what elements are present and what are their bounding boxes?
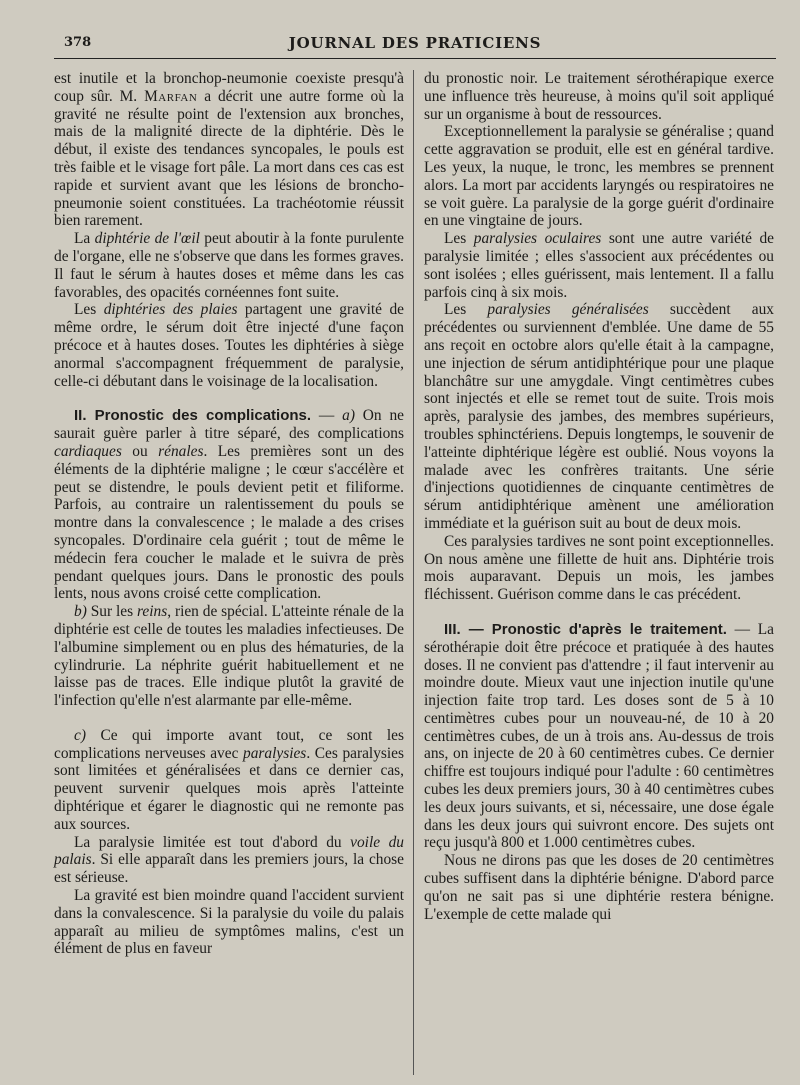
paragraph-generalized: Les paralysies généralisées succèdent aux précédentes ou surviennent d'emblée. Une dame de 55 ans reçoit en octobre alors qu'elle était à la campagne, une injection de sérum antidiphtérique pour une plaque blanchâtre sur une amygdale. Vingt centimètres cubes sont injectés et elle se remet tout de suite. Trois mois après, paralysie des jambes, des membres supérieurs, troubles sphinctériens. Depuis longtemps, le souvenir de l'atteinte diphtérique légère est oublié. Nous voyons la malade avec les confrères traitants. Une série d'injections quotidiennes de cinquante centimètres de sérum antidiphtérique amènent une amélioration immédiate et la guérison suit au bout de deux mois. (424, 301, 774, 532)
paragraph-palate: La paralysie limitée est tout d'abord du voile du palais. Si elle apparaît dans les premiers jours, la chose est sérieuse. (54, 833, 404, 887)
paragraph-convalescence: La gravité est bien moindre quand l'accident survient dans la convalescence. Si la paralysie du voile du palais apparaît au milieu de symptômes malins, c'est un élément de plus en faveur (54, 887, 404, 958)
page-header (54, 30, 776, 59)
section-treatment: III. — Pronostic d'après le traitement. — La sérothérapie doit être précoce et pratiquée à des hautes doses. Il ne convient pas d'attendre ; il faut intervenir au moindre doute. Mieux vaut une injection inutile qu'une injection faite trop tard. Les doses sont de 5 à 10 centimètres cubes pour un nouveau-né, de 10 à 20 centimètres cubes, de un à trois ans. Au-dessus de trois ans, on injecte de 20 à 60 centimètres cubes. Ce dernier chiffre est toujours indiqué pour l'adulte : 60 centimètres cubes les deux premiers jours, 30 à 40 centimètres cubes les deux jours suivants, et si, nécessaire, une dose égale dans les deux jours qui suivront encore. Des sujets ont reçu jusqu'à 800 et 1.000 centimètres cubes. (424, 620, 774, 852)
right-column (424, 70, 774, 923)
paragraph-ocular: Les paralysies oculaires sont une autre variété de paralysie limitée ; elles s'associent aux précédentes ou sont isolées ; elles guérissent, mais lentement. Il a fallu parfois cinq à six mois. (424, 230, 774, 301)
paragraph-generalisation: Exceptionnellement la paralysie se généralise ; quand cette aggravation se produit, elle est en général tardive. Les yeux, la nuque, le tronc, les membres se prennent alors. La mort par accidents laryngés ou respiratoires ne se voit guère. La paralysie de la gorge guérit d'ordinaire en une vingtaine de jours. (424, 123, 774, 230)
journal-title: JOURNAL DES PRATICIENS (288, 34, 542, 52)
author-name: Marfan (144, 87, 198, 105)
section-heading: III. — Pronostic d'après le traitement. (444, 620, 727, 638)
paragraph-marfan: est inutile et la bronchop-neumonie coexiste presqu'à coup sûr. M. Marfan a décrit une autre forme où la gravité ne résulte point de l'extension aux bronches, mais de la malignité directe de la diphtérie. Dès le début, il existe des tendances syncopales, le pouls est très faible et le visage fort pâle. La mort dans ces cas est rapide et survient avant que les lésions de broncho-pneumonie soient constituées. La trachéotomie réussit bien rarement. (54, 70, 404, 230)
paragraph-doses: Nous ne dirons pas que les doses de 20 centimètres cubes suffisent dans la diphtérie bénigne. D'abord parce qu'on ne sait pas si une diphtérie restera bénigne. L'exemple de cette malade qui (424, 852, 774, 923)
paragraph-late-paralysis: Ces paralysies tardives ne sont point exceptionnelles. On nous amène une fillette de huit ans. Diphtérie trois mois auparavant. Depuis un mois, les jambes fléchissent. Guérison comme dans le cas précédent. (424, 532, 774, 604)
page-number: 378 (64, 35, 92, 50)
paragraph-paralysis: c) Ce qui importe avant tout, ce sont les complications nerveuses avec paralysies. Ces paralysies sont limitées et généralisées et dans ce dernier cas, peuvent survenir quelques mois après l'atteinte diphtérique et égarer le diagnostic qui ne remonte pas aux sources. (54, 726, 404, 833)
column-divider (413, 70, 414, 1075)
left-column (54, 70, 404, 958)
section-heading: II. Pronostic des complications. (74, 407, 312, 425)
paragraph-prognosis-continued: du pronostic noir. Le traitement sérothérapique exerce une influence très heureuse, à moins qu'il soit appliqué sur un organisme à bout de ressources. (424, 70, 774, 123)
paragraph-kidneys: b) Sur les reins, rien de spécial. L'atteinte rénale de la diphtérie est celle de toutes les maladies infectieuses. De l'albumine simplement ou en plus des hématuries, de la cylindrurie. La néphrite guérit habituellement et ne laisse pas de traces. Elle indique plutôt la gravité de l'infection qu'elle n'est alarmante par elle-même. (54, 603, 404, 710)
paragraph-diphtheria-wounds: Les diphtéries des plaies partagent une gravité de même ordre, le sérum doit être injecté d'une façon précoce et à hautes doses. Toutes les diphtéries à siège anormal s'accompagnent fréquemment de paralysie, celle-ci débutant dans le voisinage de la localisation. (54, 301, 404, 390)
paragraph-diphtheria-eye: La diphtérie de l'œil peut aboutir à la fonte purulente de l'organe, elle ne s'observe que dans les formes graves. Il faut le sérum à hautes doses et même dans les cas favorables, des opacités cornéennes font suite. (54, 230, 404, 301)
section-complications: II. Pronostic des complications. — a) On ne saurait guère parler à titre séparé, des complications cardiaques ou rénales. Les premières sont un des éléments de la diphtérie maligne ; le cœur s'accélère et peut se distendre, le pouls devient petit et filiforme. Parfois, au contraire un ralentissement du pouls se montre dans la convalescence ; le malade a des crises syncopales. D'ordinaire cela guérit ; tout de même le médecin fera coucher le malade et le suivra de près pendant quelques jours. Dans le pronostic des pouls lents, nous avons croisé cette complication. (54, 407, 404, 603)
